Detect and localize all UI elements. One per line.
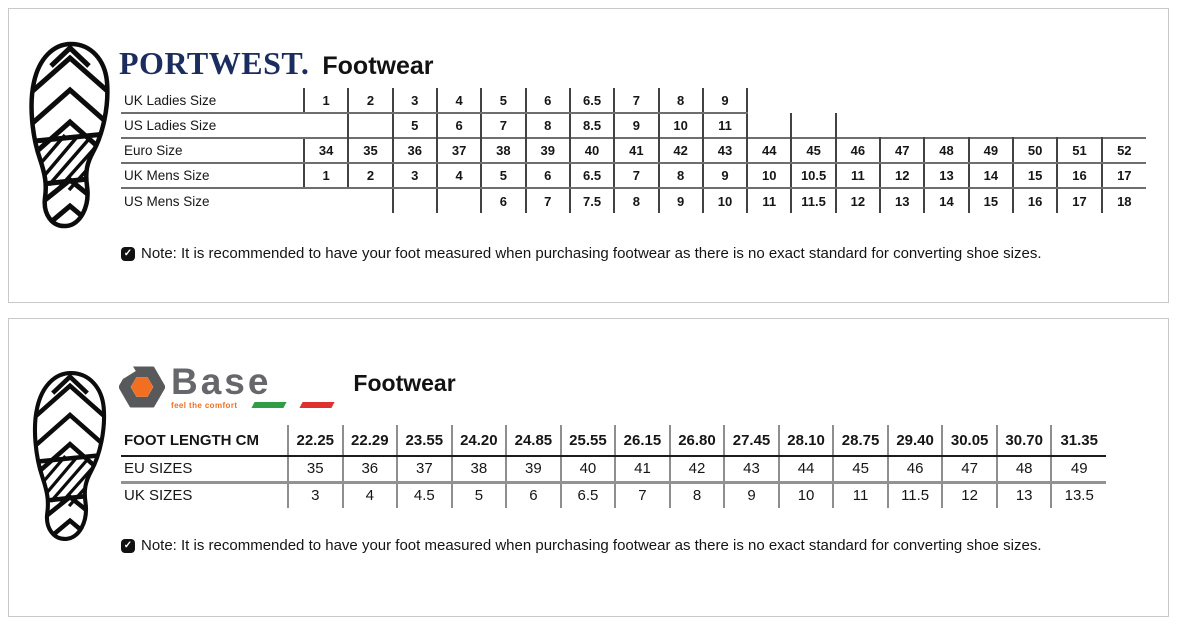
blank-area xyxy=(304,188,348,213)
table-row xyxy=(121,88,1146,113)
size-cell: 4 xyxy=(343,482,398,508)
size-cell: 6 xyxy=(506,482,561,508)
size-cell: 42 xyxy=(670,456,725,482)
base-header xyxy=(119,360,456,411)
portwest-panel xyxy=(8,8,1169,303)
size-cell: 4 xyxy=(437,88,481,113)
portwest-note xyxy=(121,245,1041,262)
size-cell: 8.5 xyxy=(570,113,614,138)
size-cell: 9 xyxy=(614,113,658,138)
size-cell: 24.20 xyxy=(452,425,507,456)
row-label: Euro Size xyxy=(121,138,304,163)
size-cell: 50 xyxy=(1013,138,1057,163)
base-title: Footwear xyxy=(353,369,456,396)
base-note xyxy=(121,537,1041,554)
size-cell: 9 xyxy=(703,163,747,188)
size-cell: 39 xyxy=(506,456,561,482)
table-row xyxy=(121,188,1146,213)
size-cell: 3 xyxy=(288,482,343,508)
table-row xyxy=(121,113,1146,138)
size-cell: 52 xyxy=(1102,138,1146,163)
empty-cell xyxy=(348,113,392,138)
size-cell: 9 xyxy=(659,188,703,213)
size-cell: 11.5 xyxy=(888,482,943,508)
size-cell: 6 xyxy=(437,113,481,138)
empty-cell xyxy=(791,113,835,138)
size-cell: 13 xyxy=(880,188,924,213)
size-cell: 36 xyxy=(343,456,398,482)
size-cell: 6.5 xyxy=(570,88,614,113)
size-cell: 15 xyxy=(1013,163,1057,188)
blank-area xyxy=(747,88,791,113)
size-cell: 10 xyxy=(747,163,791,188)
size-cell: 41 xyxy=(614,138,658,163)
size-cell: 35 xyxy=(348,138,392,163)
note-text: Note: It is recommended to have your foot measured when purchasing footwear as there is no exact standard for converting shoe sizes. xyxy=(141,245,1042,262)
size-cell: 12 xyxy=(836,188,880,213)
size-cell: 51 xyxy=(1057,138,1101,163)
size-cell: 49 xyxy=(969,138,1013,163)
size-cell: 26.15 xyxy=(615,425,670,456)
row-label: US Ladies Size xyxy=(124,118,217,133)
size-cell: 11 xyxy=(833,482,888,508)
size-cell: 44 xyxy=(779,456,834,482)
size-cell: 13 xyxy=(997,482,1052,508)
blank-area xyxy=(1057,88,1101,113)
size-cell: 45 xyxy=(791,138,835,163)
size-cell: 10 xyxy=(779,482,834,508)
blank-area xyxy=(924,113,968,138)
base-size-table xyxy=(121,425,1106,508)
size-cell: 14 xyxy=(924,188,968,213)
size-cell: 28.75 xyxy=(833,425,888,456)
size-cell: 13 xyxy=(924,163,968,188)
size-cell: 46 xyxy=(888,456,943,482)
size-cell: 37 xyxy=(397,456,452,482)
size-cell: 39 xyxy=(526,138,570,163)
blank-area xyxy=(969,113,1013,138)
hex-nut-icon xyxy=(119,363,165,411)
size-cell: 31.35 xyxy=(1051,425,1106,456)
check-icon: ✓ xyxy=(121,539,135,553)
size-cell: 38 xyxy=(452,456,507,482)
row-label: UK Ladies Size xyxy=(121,88,304,113)
blank-area xyxy=(1013,88,1057,113)
empty-cell xyxy=(393,188,437,213)
size-cell: 8 xyxy=(659,163,703,188)
note-text: Note: It is recommended to have your foot measured when purchasing footwear as there is no exact standard for converting shoe sizes. xyxy=(141,537,1042,554)
size-cell: 15 xyxy=(969,188,1013,213)
table-row xyxy=(121,138,1146,163)
size-cell: 5 xyxy=(393,113,437,138)
size-cell: 43 xyxy=(724,456,779,482)
size-cell: 12 xyxy=(880,163,924,188)
size-cell: 6 xyxy=(526,163,570,188)
size-cell: 5 xyxy=(481,163,525,188)
size-cell: 11 xyxy=(836,163,880,188)
portwest-logo: PORTWEST. xyxy=(119,45,310,81)
size-cell: 46 xyxy=(836,138,880,163)
size-cell: 37 xyxy=(437,138,481,163)
size-cell: 43 xyxy=(703,138,747,163)
size-cell: 26.80 xyxy=(670,425,725,456)
blank-area xyxy=(836,113,880,138)
size-table xyxy=(121,88,1146,213)
size-cell: 5 xyxy=(452,482,507,508)
size-cell: 11 xyxy=(747,188,791,213)
row-label: UK Mens Size xyxy=(121,163,304,188)
size-cell: 25.55 xyxy=(561,425,616,456)
portwest-title: Footwear xyxy=(322,52,434,80)
size-cell: 17 xyxy=(1057,188,1101,213)
blank-area xyxy=(880,88,924,113)
blank-area xyxy=(304,113,348,138)
size-cell: 2 xyxy=(348,88,392,113)
size-cell: 10.5 xyxy=(791,163,835,188)
size-cell: 38 xyxy=(481,138,525,163)
size-cell: 8 xyxy=(526,113,570,138)
blank-area xyxy=(1102,113,1146,138)
size-cell: 4.5 xyxy=(397,482,452,508)
base-wordmark: Base xyxy=(171,360,272,402)
size-cell: 16 xyxy=(1013,188,1057,213)
blank-area xyxy=(880,113,924,138)
size-cell: 45 xyxy=(833,456,888,482)
size-cell: 6 xyxy=(526,88,570,113)
size-cell: 48 xyxy=(997,456,1052,482)
size-cell: 16 xyxy=(1057,163,1101,188)
size-cell: 9 xyxy=(703,88,747,113)
size-cell: 24.85 xyxy=(506,425,561,456)
size-cell: 5 xyxy=(481,88,525,113)
blank-area xyxy=(1102,88,1146,113)
size-cell: 8 xyxy=(659,88,703,113)
size-cell: 47 xyxy=(880,138,924,163)
size-cell: 35 xyxy=(288,456,343,482)
size-cell: 10 xyxy=(703,188,747,213)
size-cell: 22.29 xyxy=(343,425,398,456)
size-cell: 7 xyxy=(614,88,658,113)
size-cell: 42 xyxy=(659,138,703,163)
size-cell: 7.5 xyxy=(570,188,614,213)
size-cell: 41 xyxy=(615,456,670,482)
size-cell: 13.5 xyxy=(1051,482,1106,508)
blank-area xyxy=(836,88,880,113)
boot-sole-footprint-icon xyxy=(29,363,111,549)
size-cell: 8 xyxy=(614,188,658,213)
size-cell: 8 xyxy=(670,482,725,508)
row-label: EU SIZES xyxy=(121,456,288,482)
blank-area xyxy=(348,188,392,213)
blank-area xyxy=(1013,113,1057,138)
size-cell: 29.40 xyxy=(888,425,943,456)
size-cell: 9 xyxy=(724,482,779,508)
size-cell: 10 xyxy=(659,113,703,138)
size-cell: 17 xyxy=(1102,163,1146,188)
size-cell: 11.5 xyxy=(791,188,835,213)
flag-red-bar-icon xyxy=(300,402,335,408)
check-icon: ✓ xyxy=(121,247,135,261)
size-cell: 14 xyxy=(969,163,1013,188)
row-label: US Mens Size xyxy=(124,193,210,209)
size-cell: 30.05 xyxy=(942,425,997,456)
size-cell: 48 xyxy=(924,138,968,163)
table-row xyxy=(121,163,1146,188)
flag-green-bar-icon xyxy=(252,402,287,408)
size-table xyxy=(121,425,1106,508)
size-cell: 4 xyxy=(437,163,481,188)
blank-area xyxy=(1057,113,1101,138)
size-cell: 49 xyxy=(1051,456,1106,482)
size-cell: 3 xyxy=(393,88,437,113)
size-cell: 36 xyxy=(393,138,437,163)
boot-sole-footprint-icon xyxy=(25,39,115,231)
table-row xyxy=(121,482,1106,508)
row-label: UK SIZES xyxy=(124,487,193,505)
size-cell: 47 xyxy=(942,456,997,482)
size-cell: 1 xyxy=(304,163,348,188)
size-cell: 12 xyxy=(942,482,997,508)
size-cell: 18 xyxy=(1102,188,1146,213)
size-cell: 1 xyxy=(304,88,348,113)
size-cell: 34 xyxy=(304,138,348,163)
base-tagline-row xyxy=(171,401,333,410)
size-cell: 28.10 xyxy=(779,425,834,456)
size-cell: 40 xyxy=(561,456,616,482)
size-cell: 40 xyxy=(570,138,614,163)
size-cell: 6 xyxy=(481,188,525,213)
blank-area xyxy=(969,88,1013,113)
portwest-header xyxy=(119,45,434,82)
size-cell: 7 xyxy=(615,482,670,508)
size-cell: 23.55 xyxy=(397,425,452,456)
empty-cell xyxy=(747,113,791,138)
size-cell: 30.70 xyxy=(997,425,1052,456)
size-cell: 22.25 xyxy=(288,425,343,456)
base-logo xyxy=(171,360,333,410)
table-row xyxy=(121,456,1106,482)
size-cell: 7 xyxy=(481,113,525,138)
empty-cell xyxy=(437,188,481,213)
row-label: FOOT LENGTH CM xyxy=(121,425,288,456)
size-cell: 6.5 xyxy=(561,482,616,508)
size-cell: 6.5 xyxy=(570,163,614,188)
size-cell: 44 xyxy=(747,138,791,163)
base-panel xyxy=(8,318,1169,617)
size-cell: 11 xyxy=(703,113,747,138)
size-cell: 7 xyxy=(614,163,658,188)
blank-area xyxy=(924,88,968,113)
size-cell: 7 xyxy=(526,188,570,213)
table-row xyxy=(121,425,1106,456)
portwest-size-table xyxy=(121,88,1146,213)
size-cell: 3 xyxy=(393,163,437,188)
blank-area xyxy=(791,88,835,113)
base-tagline: feel the comfort xyxy=(171,400,238,410)
size-cell: 2 xyxy=(348,163,392,188)
size-cell: 27.45 xyxy=(724,425,779,456)
